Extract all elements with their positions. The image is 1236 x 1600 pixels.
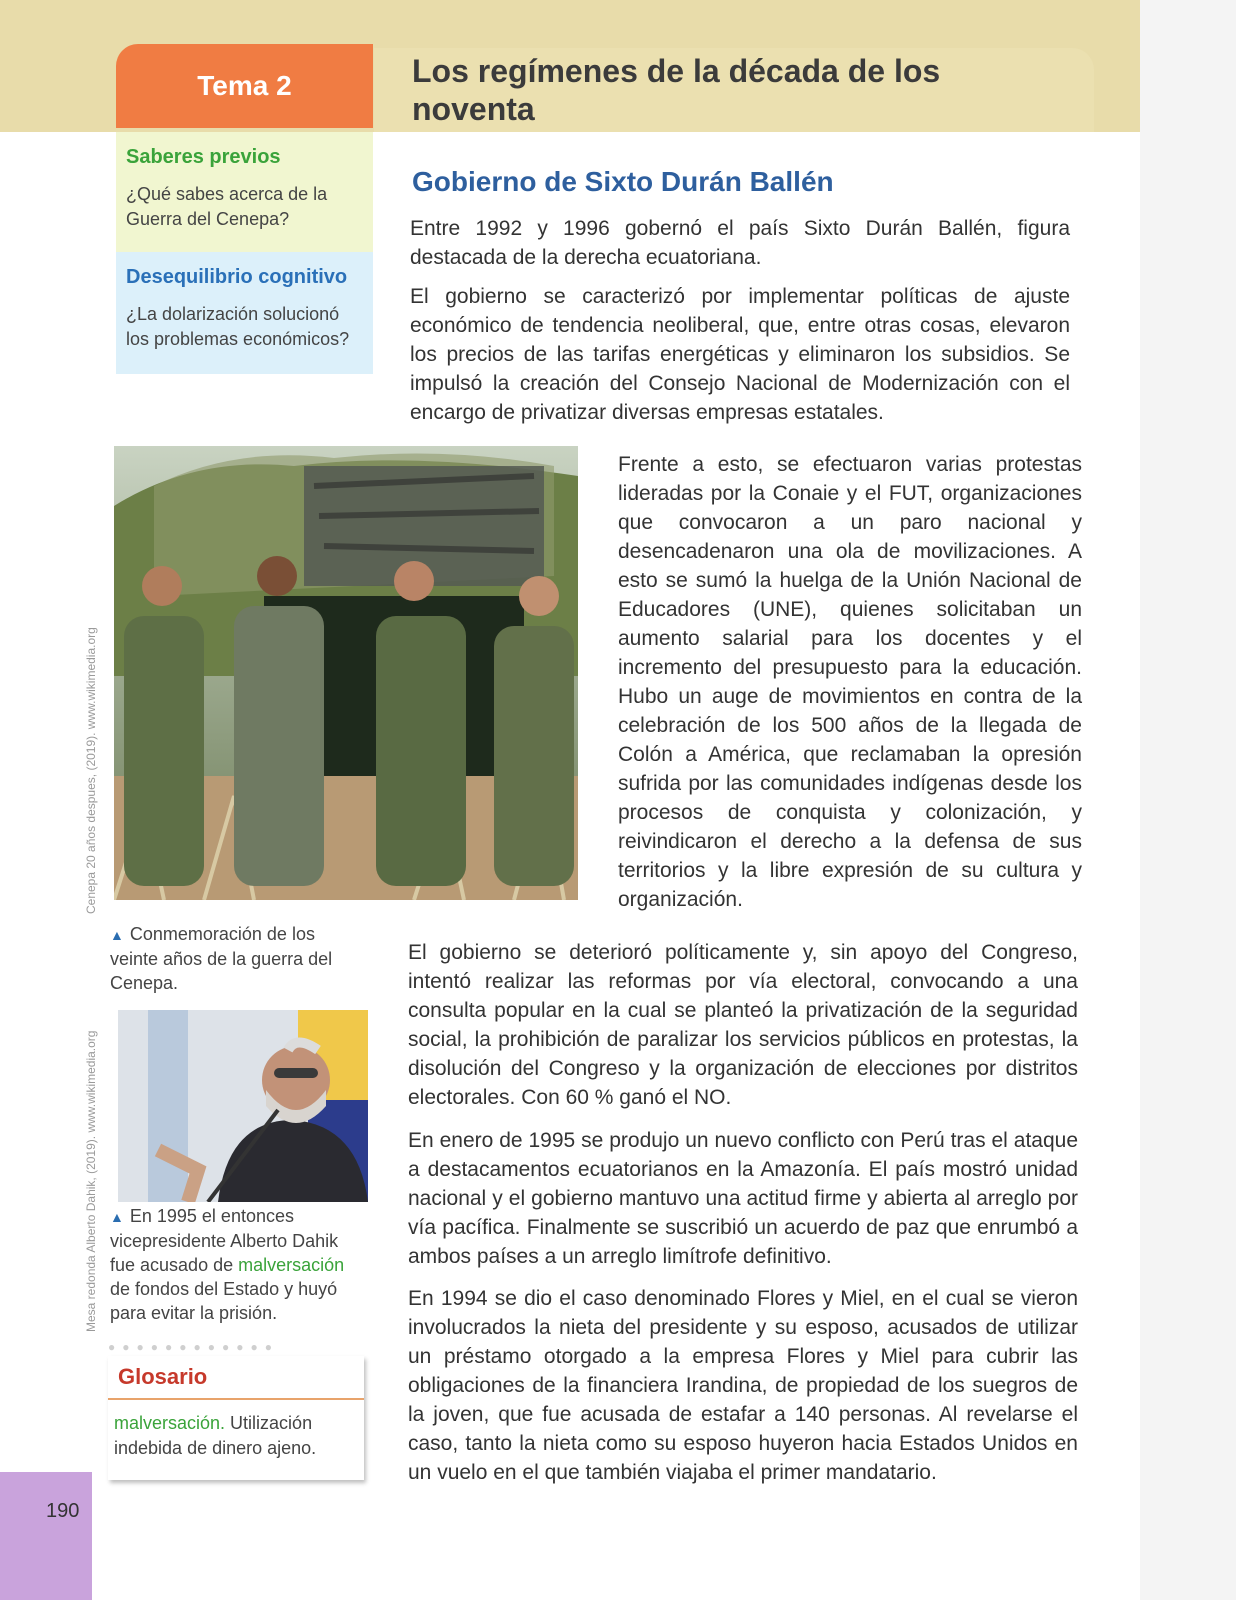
glossary-divider bbox=[108, 1398, 364, 1400]
section-title: Gobierno de Sixto Durán Ballén bbox=[412, 166, 834, 197]
triangle-icon: ▲ bbox=[110, 1209, 124, 1225]
photo1-credit: Cenepa 20 años despues, (2019). www.wikimedia.org bbox=[84, 627, 98, 914]
page-number-tab bbox=[0, 1472, 92, 1600]
desequilibrio-box bbox=[116, 252, 373, 374]
paragraph-5: En enero de 1995 se produjo un nuevo conflicto con Perú tras el ataque a destacamentos ecuatorianos en la Amazonía. El país mostró unidad nacional y el gobierno mantuvo una actitud firme y abierta al arreglo por vía pacífica. Finalmente se suscribió un acuerdo de paz que enrumbó a ambos países a un arreglo limítrofe definitivo. bbox=[408, 1129, 1078, 1268]
page-number: 190 bbox=[46, 1500, 80, 1522]
soldiers-photo bbox=[114, 446, 578, 900]
photo1-caption-text: Conmemoración de los veinte años de la guerra del Cenepa. bbox=[110, 924, 333, 993]
tema-label: Tema 2 bbox=[116, 44, 373, 128]
photo2-caption bbox=[110, 1204, 360, 1325]
glossary-box bbox=[108, 1340, 364, 1480]
dahik-photo-image bbox=[118, 1010, 368, 1202]
glossary-term: malversación. bbox=[114, 1413, 226, 1433]
desequilibrio-title: Desequilibrio cognitivo bbox=[126, 266, 348, 288]
paragraph-3: Frente a esto, se efectuaron varias protestas lideradas por la Conaie y el FUT, organizaciones que convocaron a un paro nacional y desencadenaron una ola de movilizaciones. A esto se sumó la huelga de la Unión Nacional de Educadores (UNE), quienes solicitaban un aumento salarial para los docentes y el incremento del presupuesto para la educación. Hubo un auge de movimientos en contra de la celebración de los 500 años de la llegada de Colón a América, que reclamaban la opresión sufrida por las comunidades indígenas desde los procesos de conquista y colonización, y reivindicaron el derecho a la defensa de sus territorios y la libre expresión de su cultura y organización. bbox=[618, 453, 1082, 911]
photo2-credit: Mesa redonda Alberto Dahik, (2019). www.wikimedia.org bbox=[84, 1030, 98, 1332]
triangle-icon: ▲ bbox=[110, 927, 124, 943]
saberes-previos-text: ¿Qué sabes acerca de la Guerra del Cenepa? bbox=[126, 184, 328, 229]
photo1-caption bbox=[110, 922, 350, 995]
photo2-caption-text-b: de fondos del Estado y huyó para evitar la prisión. bbox=[110, 1279, 338, 1323]
notebook-holes: ●●●●●●●●●●●● bbox=[108, 1340, 279, 1354]
paragraph-1: Entre 1992 y 1996 gobernó el país Sixto Durán Ballén, figura destacada de la derecha ecuatoriana. bbox=[410, 217, 1070, 269]
saberes-previos-box bbox=[116, 132, 373, 252]
page-edge bbox=[1140, 0, 1236, 1600]
soldiers-photo-image bbox=[114, 446, 578, 900]
glossary-definition: Utilización indebida de dinero ajeno. bbox=[114, 1413, 317, 1458]
glossary-title: Glosario bbox=[118, 1364, 208, 1389]
paragraph-2: El gobierno se caracterizó por implementar políticas de ajuste económico de tendencia neoliberal, que, entre otras cosas, elevaron los precios de las tarifas energéticas y eliminaron los subsidios. Se impulsó la creación del Consejo Nacional de Modernización con el encargo de privatizar diversas empresas estatales. bbox=[410, 285, 1070, 424]
dahik-photo bbox=[118, 1010, 368, 1202]
saberes-previos-title: Saberes previos bbox=[126, 146, 281, 168]
paragraph-6: En 1994 se dio el caso denominado Flores y Miel, en el cual se vieron involucrados la nieta del presidente y su esposo, acusados de utilizar un préstamo otorgado a la empresa Flores y Miel para cubrir las obligaciones de la financiera Irandina, de propiedad de los suegros de la joven, que fue acusada de estafar a 140 personas. Al revelarse el caso, tanto la nieta como su esposo huyeron hacia Estados Unidos en un vuelo en el que también viajaba el primer mandatario. bbox=[408, 1287, 1078, 1484]
paragraph-4: El gobierno se deterioró políticamente y, sin apoyo del Congreso, intentó realizar las reformas por vía electoral, convocando a una consulta popular en la cual se planteó la privatización de la seguridad social, la prohibición de paralizar los servicios públicos en protestas, la disolución del Congreso y la organización de elecciones por distritos electorales. Con 60 % ganó el NO. bbox=[408, 941, 1078, 1109]
photo2-caption-term: malversación bbox=[238, 1255, 345, 1275]
desequilibrio-text: ¿La dolarización solucionó los problemas económicos? bbox=[126, 304, 350, 349]
glossary-entry bbox=[114, 1411, 354, 1461]
photo2-caption-text-a: En 1995 el entonces vicepresidente Alberto Dahik fue acusado de bbox=[110, 1206, 339, 1275]
page-title: Los regímenes de la década de los noventa bbox=[412, 53, 941, 127]
